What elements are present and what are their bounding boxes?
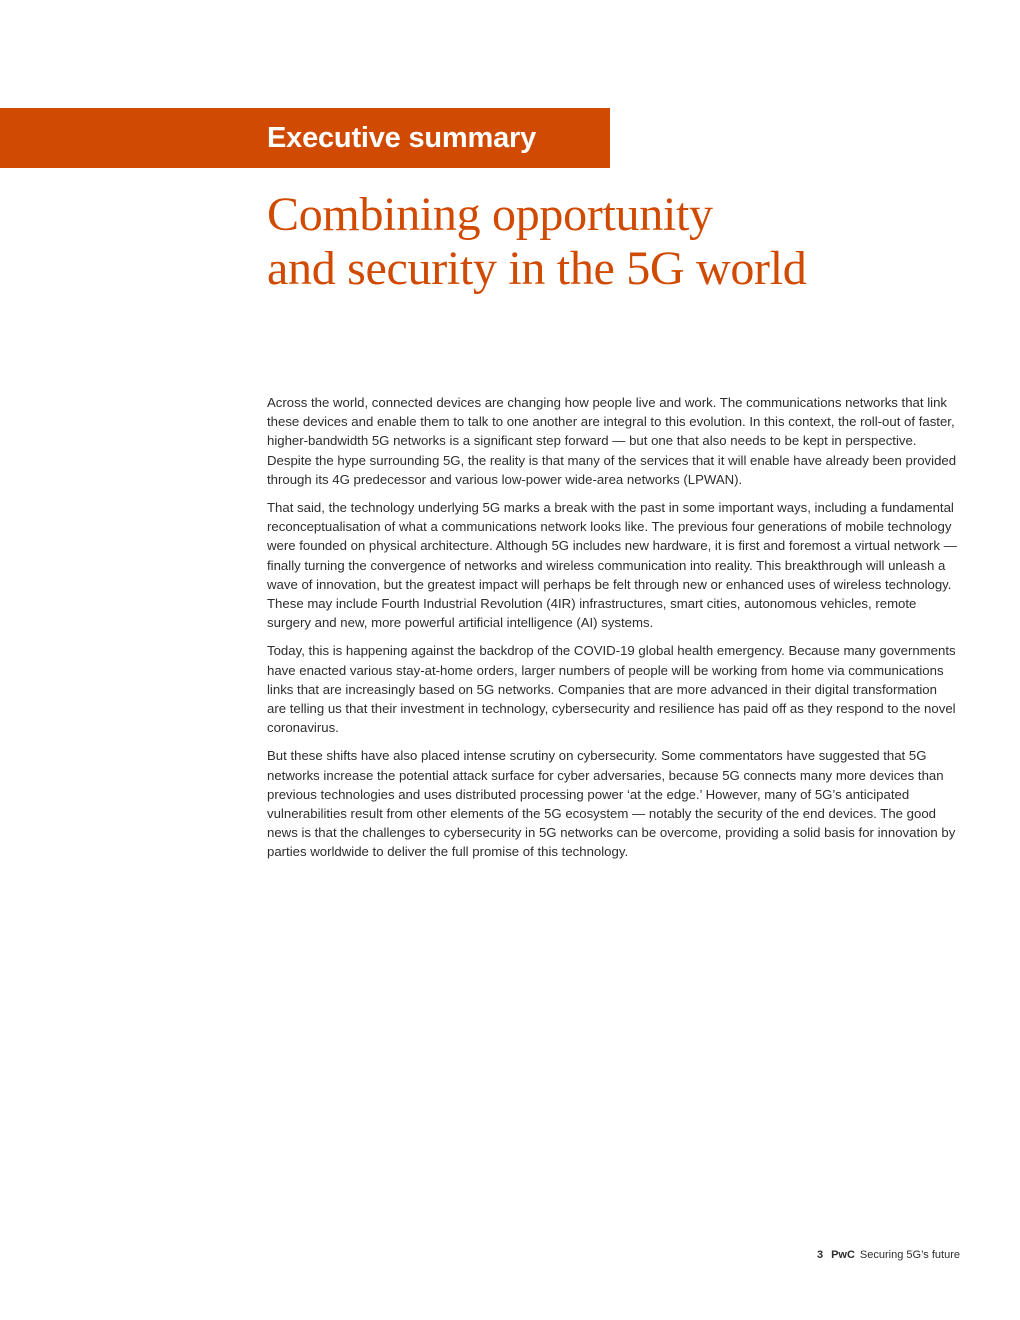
page-title-line-2: and security in the 5G world xyxy=(267,242,807,295)
page-footer xyxy=(817,1247,960,1263)
footer-publication-title: Securing 5G’s future xyxy=(859,1249,960,1261)
body-paragraph-2: That said, the technology underlying 5G marks a break with the past in some important ways, including a fundamental reconceptualisation of what a communications network looks like. The previous four generations of mobile technology were founded on physical architecture. Although 5G includes new hardware, it is first and foremost a virtual network — finally turning the convergence of networks and wireless communication into reality. This breakthrough will unleash a wave of innovation, but the greatest impact will perhaps be felt through new or enhanced uses of wireless technology. These may include Fourth Industrial Revolution (4IR) infrastructures, smart cities, autonomous vehicles, remote surgery and new, more powerful artificial intelligence (AI) systems. xyxy=(267,500,957,631)
body-paragraph-1: Across the world, connected devices are changing how people live and work. The communications networks that link these devices and enable them to talk to one another are integral to this evolution. In this context, the roll-out of faster, higher-bandwidth 5G networks is a significant step forward — but one that also needs to be kept in perspective. Despite the hype surrounding 5G, the reality is that many of the services that it will enable have already been provided through its 4G predecessor and various low-power wide-area networks (LPWAN). xyxy=(267,395,957,487)
body-paragraph-3: Today, this is happening against the backdrop of the COVID-19 global health emergency. Because many governments have enacted various stay-at-home orders, larger numbers of people will be working from home via communications links that are increasingly based on 5G networks. Companies that are more advanced in their digital transformation are telling us that their investment in technology, cybersecurity and resilience has paid off as they respond to the novel coronavirus. xyxy=(267,643,956,736)
section-label: Executive summary xyxy=(267,122,537,154)
footer-brand: PwC xyxy=(831,1249,855,1261)
section-banner xyxy=(0,108,610,168)
body-paragraph-4: But these shifts have also placed intense scrutiny on cybersecurity. Some commentators have suggested that 5G networks increase the potential attack surface for cyber adversaries, because 5G connects many more devices than previous technologies and uses distributed processing power ‘at the edge.’ However, many of 5G’s anticipated vulnerabilities result from other elements of the 5G ecosystem — notably the security of the end devices. The good news is that the challenges to cybersecurity in 5G networks can be overcome, providing a solid basis for innovation by parties worldwide to deliver the full promise of this technology. xyxy=(267,748,956,860)
body-text xyxy=(267,393,957,871)
page-title xyxy=(267,188,967,296)
page-number: 3 xyxy=(816,1249,824,1261)
page-title-line-1: Combining opportunity xyxy=(267,188,713,241)
